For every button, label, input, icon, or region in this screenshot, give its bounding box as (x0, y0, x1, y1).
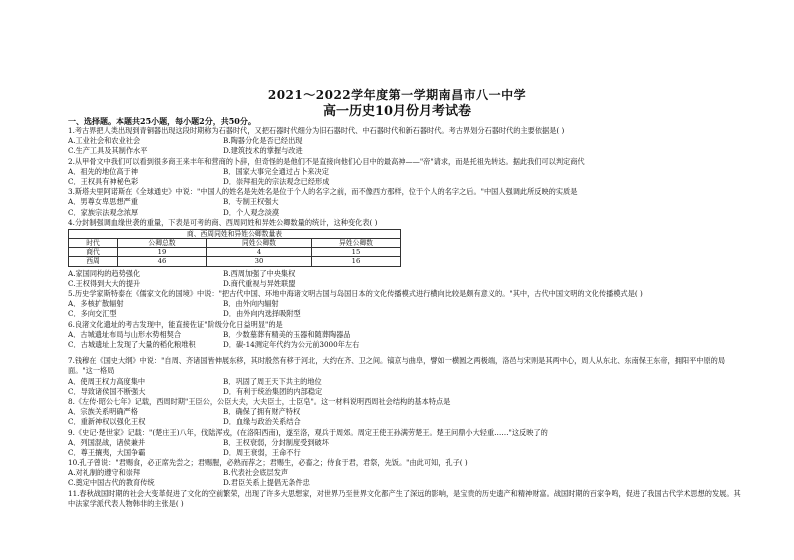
option-d: D.商代重视与异姓联盟 (223, 278, 296, 288)
question-4-options-row2 (68, 279, 744, 289)
question-3-options-row2 (68, 208, 744, 218)
question-6-options-row1 (68, 330, 744, 340)
option-c: C．多向交汇型 (68, 309, 117, 319)
option-c: C．尊王攘夷，大国争霸 (68, 447, 146, 457)
question-1-options-row1 (68, 136, 744, 146)
question-9-stem: 9.《史记·楚世家》记载："(楚庄王)八年，伐陆浑戎，(在洛阳西南)，遂至洛，观兵于周郊。周定王使王孙满劳楚王。楚王问鼎小大轻重……"这反映了的 (68, 427, 548, 437)
option-a: A．列国混战，诸侯兼并 (68, 437, 146, 447)
option-d: D.建筑技术的掌握与改进 (223, 146, 303, 156)
table-row (69, 257, 401, 266)
option-a: A.家国同构的趋势强化 (68, 268, 141, 278)
option-d: D．崇拜祖先的宗法观念已经形成 (223, 176, 330, 186)
option-a: A．古城遗址布局与山形水势相契合 (68, 329, 182, 339)
question-2-options-row2 (68, 177, 744, 187)
question-7-stem: 7.钱穆在《国史大纲》中说："自周、齐诸国皆伸展东移，其时殷然有移于河北，大约在齐、卫之间。镐京与曲阜，譬如一横圆之两极端，洛邑与宋则是其两中心，周人从东北、东南保王东帝，拥阳平中原的局面。"这一格局 (68, 356, 726, 376)
question-3-stem: 3.斯塔夫里阿诺斯在《全球通史》中说："中国人的姓名是先姓名是位于个人的名字之前，而不像西方那样，位于个人的名字之后。"中国人强调此所反映的实质是 (68, 187, 578, 197)
option-a: A．男尊女卑思想严重 (68, 197, 138, 207)
question-5-options-row2 (68, 309, 744, 319)
option-d: D．周王衰弱，王命不行 (223, 447, 301, 457)
option-d: D．由外向内选择吸附型 (223, 309, 301, 319)
question-7-options-row2 (68, 387, 744, 397)
question-2-stem: 2.从甲骨文中我们可以看到很多商王来丰年和营商的卜辞，但奇怪的是他们不是直接向他们心目中的最高神——"帝"请求，而是托祖先转达。据此我们可以判定商代 (68, 156, 585, 166)
question-8-options-row2 (68, 417, 744, 427)
option-c: C.生产工具及其制作水平 (68, 146, 148, 156)
table-cell: 46 (118, 257, 207, 266)
question-6-stem: 6.良渚文化遗址的考古发现中，能直接佐证"阶级分化日益明显"的是 (68, 319, 283, 329)
option-a: A.对礼制的遵守和崇拜 (68, 468, 141, 478)
question-2-options-row1 (68, 167, 744, 177)
option-a: A．使周王权力高度集中 (68, 376, 146, 386)
option-b: B．巩固了周王天下共主的地位 (223, 376, 322, 386)
table-cell: 15 (312, 248, 401, 257)
table-header: 异姓公卿数 (312, 239, 401, 248)
option-d: D．血缘与政治关系结合 (223, 417, 301, 427)
table-cell: 西周 (69, 257, 118, 266)
exam-header-title: 2021～2022学年度第一学期南昌市八一中学 (267, 88, 527, 102)
table-caption: 商、西周同姓和异姓公卿数量表 (69, 229, 401, 238)
table-cell: 4 (207, 248, 312, 257)
table-header: 公卿总数 (118, 239, 207, 248)
question-4-stem: 4.分封制强调血缘世袭的重量，下表是可考的商、西周同姓和异姓公卿数量的统计，这种变化表( ) (68, 217, 378, 227)
question-11-stem: 11.春秋战国时期的社会大变革促进了文化的空前繁荣，出现了许多大思想家，对世界乃至世界文化都产生了深远的影响，是宝贵的历史遗产和精神财富。战国时期的百家争鸣，促进了我国古代学术思想的发展。其中法家学派代表人物韩非的主张是( ) (68, 488, 741, 508)
question-8-stem: 8.《左传·昭公七年》记载，西周时期"王臣公，公臣大夫，大夫臣士，士臣皂"。这一材料说明西周社会结构的基本特点是 (68, 396, 451, 406)
table-cell: 商代 (69, 248, 118, 257)
question-7-options-row1 (68, 377, 744, 387)
option-b: B．确保了拥有财产特权 (223, 407, 301, 417)
question-10-options-row1 (68, 468, 744, 478)
option-a: A．宗族关系明确严格 (68, 407, 138, 417)
table-row (69, 248, 401, 257)
option-d: D.君臣关系上提倡无条件忠 (223, 478, 310, 488)
question-5-stem: 5.历史学家斯特泰在《儒家文化的国境》中说："把古代中国、环地中海诸文明古国与岛国日本的文化传播模式进行横向比较是颇有意义的。"其中，古代中国文明的文化传播模式是( ) (68, 289, 643, 299)
question-9-options-row2 (68, 448, 744, 458)
question-5-options-row1 (68, 299, 744, 309)
option-b: B．少数墓葬有精美的玉器和随葬陶器品 (223, 329, 351, 339)
option-d: D．个人观念淡漠 (223, 207, 280, 217)
option-d: D．有利于统治集团的内部稳定 (223, 386, 323, 396)
option-b: B．国家大事完全通过占卜来决定 (223, 166, 329, 176)
question-4-options-row1 (68, 269, 744, 279)
option-c: C．家族宗法观念浓厚 (68, 207, 139, 217)
option-b: B．专制王权强大 (223, 197, 279, 207)
question-1-stem: 1.考古界把人类出现到青铜器出现这段时期称为石器时代，又把石器时代细分为旧石器时代、中石器时代和新石器时代。考古界划分石器时代的主要依据是( ) (68, 126, 565, 135)
section-heading: 一、选择题。本题共25小题，每小题2分，共50分。 (68, 116, 256, 126)
question-8-options-row1 (68, 407, 744, 417)
option-c: C.王权得到大大的提升 (68, 278, 141, 288)
option-d: D．碳-14测定年代约为公元前3000年左右 (223, 340, 360, 350)
question-6-options-row2 (68, 340, 744, 350)
nobles-count-table (68, 229, 401, 267)
option-b: B．王权衰弱，分封制度受到破坏 (223, 437, 329, 447)
option-c: C．导致诸侯国不断强大 (68, 386, 146, 396)
table-cell: 19 (118, 248, 207, 257)
option-a: A.工业社会和农业社会 (68, 136, 141, 146)
option-c: C．古城遗址上发现了大量的稻化粮堆积 (68, 340, 196, 350)
question-10-stem: 10.孔子曾说："君赐食，必正席先尝之；君赐腥，必熟而荐之；君赐生，必畜之；侍食于君，君祭，先饭。"由此可知，孔子( ) (68, 458, 468, 468)
questions-body (68, 126, 744, 509)
option-b: B.代表社会底层发声 (223, 468, 289, 478)
option-a: A．祖先的地位高于神 (68, 166, 138, 176)
question-9-options-row1 (68, 438, 744, 448)
option-c: C．重新神权以强化王权 (68, 417, 146, 427)
option-b: B.陶器分化是否已经出现 (223, 136, 303, 146)
option-b: B．由外向内辐射 (223, 299, 279, 309)
table-cell: 16 (312, 257, 401, 266)
option-c: C．王权具有神秘色彩 (68, 176, 139, 186)
table-header-row (69, 239, 401, 248)
question-3-options-row1 (68, 197, 744, 207)
question-1-options-row2 (68, 146, 744, 156)
table-cell: 30 (207, 257, 312, 266)
exam-subtitle: 高一历史10月份月考试卷 (322, 104, 472, 119)
option-c: C.奠定中国古代的教育传统 (68, 478, 155, 488)
question-10-options-row2 (68, 478, 744, 488)
table-header: 同姓公卿数 (207, 239, 312, 248)
option-a: A．多核扩散辐射 (68, 299, 124, 309)
table-header: 时代 (69, 239, 118, 248)
option-b: B.西周加强了中央集权 (223, 268, 296, 278)
